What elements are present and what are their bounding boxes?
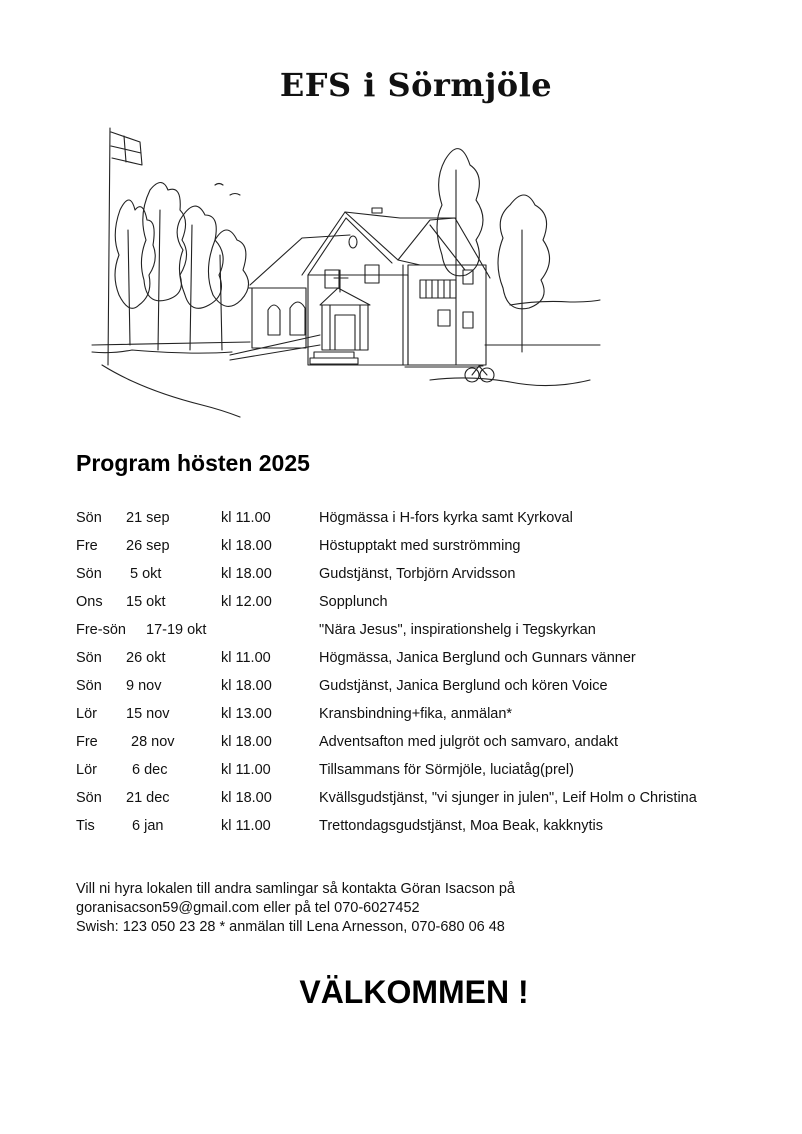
event-description: Tillsammans för Sörmjöle, luciatåg(prel) xyxy=(319,762,574,778)
event-day: Fre-sön xyxy=(76,622,126,638)
event-description: Sopplunch xyxy=(319,594,388,610)
event-description: Högmässa i H-fors kyrka samt Kyrkoval xyxy=(319,510,573,526)
event-row xyxy=(76,816,776,844)
event-time: kl 11.00 xyxy=(221,818,271,834)
event-date: 26 sep xyxy=(126,538,170,554)
swish-registration-line: Swish: 123 050 23 28 * anmälan till Lena Arnesson, 070-680 06 48 xyxy=(76,919,505,935)
contact-info xyxy=(76,880,515,937)
contact-email-phone-line: goranisacson59@gmail.com eller på tel 070-6027452 xyxy=(76,900,420,916)
event-date: 5 okt xyxy=(130,566,162,582)
event-date: 26 okt xyxy=(126,650,166,666)
event-row xyxy=(76,732,776,760)
event-description: Adventsafton med julgröt och samvaro, andakt xyxy=(319,734,619,750)
event-date: 15 nov xyxy=(126,706,170,722)
event-time: kl 18.00 xyxy=(221,734,272,750)
program-heading: Program hösten 2025 xyxy=(76,450,310,476)
event-row xyxy=(76,788,776,816)
event-time: kl 18.00 xyxy=(221,790,272,806)
event-day: Sön xyxy=(76,678,102,694)
event-day: Ons xyxy=(76,594,103,610)
church-sketch-icon xyxy=(80,120,730,420)
page-title: EFS i Sörmjöle xyxy=(279,66,553,104)
event-date: 9 nov xyxy=(126,678,162,694)
event-description: Trettondagsgudstjänst, Moa Beak, kakknytis xyxy=(319,818,603,834)
event-time: kl 18.00 xyxy=(221,566,272,582)
event-row xyxy=(76,564,776,592)
event-day: Lör xyxy=(76,706,97,722)
event-day: Tis xyxy=(76,818,95,834)
event-description: Gudstjänst, Torbjörn Arvidsson xyxy=(319,566,516,582)
event-day: Lör xyxy=(76,762,97,778)
event-row xyxy=(76,676,776,704)
event-time: kl 18.00 xyxy=(221,538,272,554)
event-date: 15 okt xyxy=(126,594,166,610)
event-row xyxy=(76,536,776,564)
event-day: Sön xyxy=(76,566,102,582)
event-row xyxy=(76,592,776,620)
event-row xyxy=(76,508,776,536)
event-schedule xyxy=(76,508,776,844)
event-description: Högmässa, Janica Berglund och Gunnars vänner xyxy=(319,650,636,666)
event-time: kl 11.00 xyxy=(221,650,271,666)
event-time: kl 12.00 xyxy=(221,594,272,610)
event-day: Sön xyxy=(76,650,102,666)
event-time: kl 13.00 xyxy=(221,706,272,722)
rental-info-line: Vill ni hyra lokalen till andra samlingar så kontakta Göran Isacson på xyxy=(76,881,515,897)
event-description: Kransbindning+fika, anmälan* xyxy=(319,706,513,722)
event-day: Fre xyxy=(76,734,98,750)
event-day: Sön xyxy=(76,510,102,526)
event-day: Fre xyxy=(76,538,98,554)
event-description: Gudstjänst, Janica Berglund och kören Voice xyxy=(319,678,608,694)
event-description: "Nära Jesus", inspirationshelg i Tegskyrkan xyxy=(319,622,596,638)
event-date: 17-19 okt xyxy=(146,622,207,638)
event-date: 6 jan xyxy=(132,818,164,834)
event-date: 21 sep xyxy=(126,510,170,526)
event-description: Höstupptakt med surströmming xyxy=(319,538,521,554)
church-illustration xyxy=(80,120,730,420)
event-time: kl 18.00 xyxy=(221,678,272,694)
event-row xyxy=(76,620,776,648)
event-row xyxy=(76,704,776,732)
event-date: 21 dec xyxy=(126,790,170,806)
event-time: kl 11.00 xyxy=(221,510,271,526)
event-row xyxy=(76,760,776,788)
event-date: 6 dec xyxy=(132,762,168,778)
event-description: Kvällsgudstjänst, "vi sjunger in julen", Leif Holm o Christina xyxy=(319,790,697,806)
event-day: Sön xyxy=(76,790,102,806)
event-time: kl 11.00 xyxy=(221,762,271,778)
event-date: 28 nov xyxy=(131,734,175,750)
welcome-message: VÄLKOMMEN ! xyxy=(299,974,529,1010)
event-row xyxy=(76,648,776,676)
